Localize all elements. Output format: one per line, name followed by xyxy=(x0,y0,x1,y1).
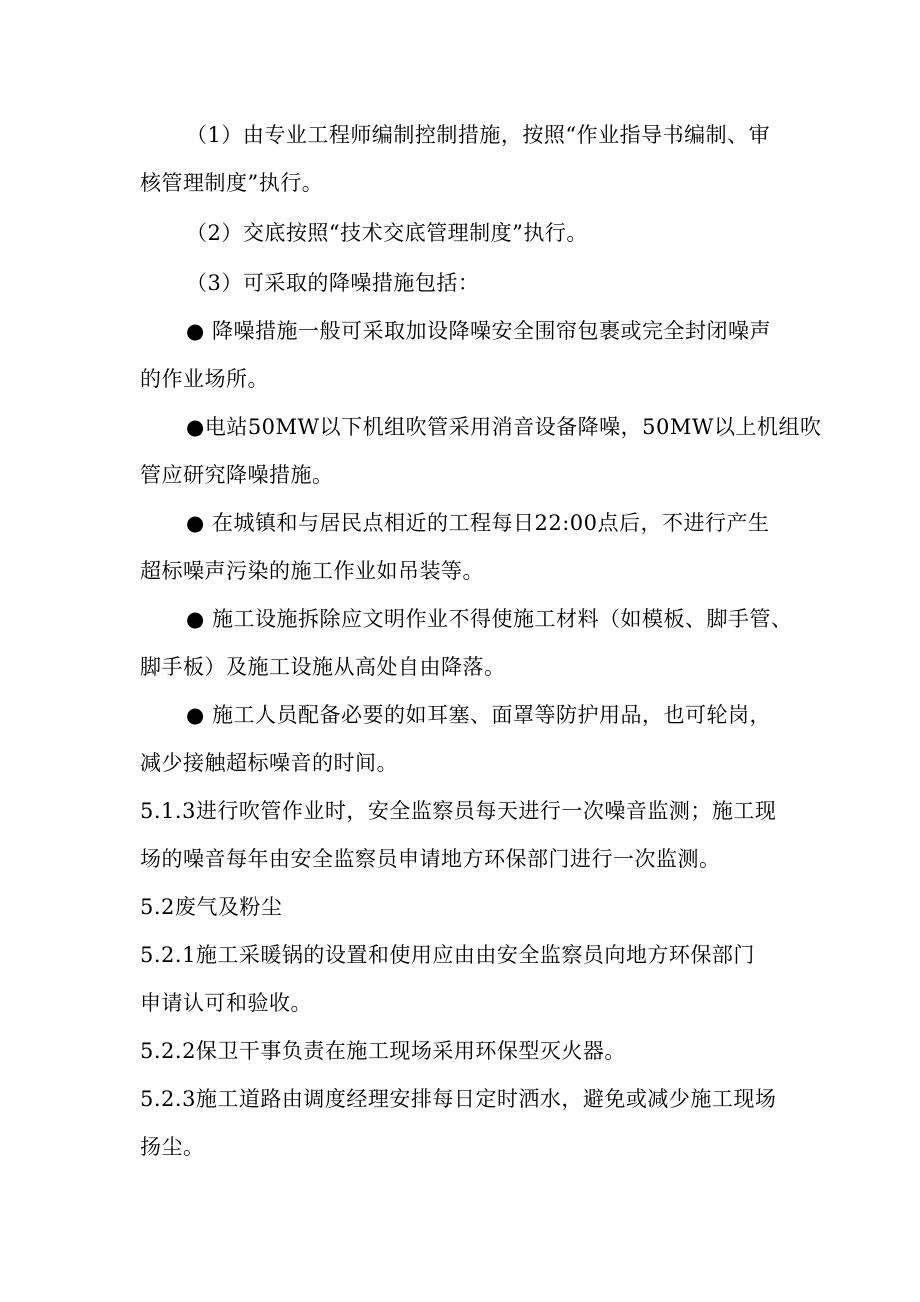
paragraph-line-4: （3）可采取的降噪措施包括： xyxy=(186,271,480,295)
section-line-1: 5.1.3进行吹管作业时，安全监察员每天进行一次噪音监测；施工现 xyxy=(140,799,777,823)
bullet-line-9: ● 施工人员配备必要的如耳塞、面罩等防护用品，也可轮岗， xyxy=(186,703,771,727)
bullet-line-4: 管应研究降噪措施。 xyxy=(140,463,334,487)
bullet-line-2: 的作业场所。 xyxy=(140,367,269,391)
section-line-3: 5.2.1施工采暖锅的设置和使用应由由安全监察员向地方环保部门 xyxy=(140,943,755,967)
paragraph-line-3: （2）交底按照“技术交底管理制度”执行。 xyxy=(186,221,588,245)
bullet-line-8: 脚手板）及施工设施从高处自由降落。 xyxy=(140,655,506,679)
bullet-line-6: 超标噪声污染的施工作业如吊装等。 xyxy=(140,559,484,583)
section-line-5: 5.2.2保卫干事负责在施工现场采用环保型灭火器。 xyxy=(140,1039,626,1063)
section-line-6: 5.2.3施工道路由调度经理安排每日定时洒水，避免或减少施工现场 xyxy=(140,1087,777,1111)
bullet-line-7: ● 施工设施拆除应文明作业不得使施工材料（如模板、脚手管、 xyxy=(186,607,793,631)
bullet-line-1: ● 降噪措施一般可采取加设降噪安全围帘包裹或完全封闭噪声 xyxy=(186,319,771,343)
paragraph-line-2: 核管理制度”执行。 xyxy=(140,171,324,195)
bullet-line-3: ●电站50MW以下机组吹管采用消音设备降噪，50MW以上机组吹 xyxy=(186,415,822,439)
section-line-7: 扬尘。 xyxy=(140,1135,205,1159)
section-line-2: 场的噪音每年由安全监察员申请地方环保部门进行一次监测。 xyxy=(140,847,721,871)
bullet-line-5: ● 在城镇和与居民点相近的工程每日22:00点后，不进行产生 xyxy=(186,511,770,535)
section-line-4: 申请认可和验收。 xyxy=(140,991,312,1015)
section-heading-5-2: 5.2废气及粉尘 xyxy=(140,895,283,919)
bullet-line-10: 减少接触超标噪音的时间。 xyxy=(140,751,398,775)
paragraph-line-1: （1）由专业工程师编制控制措施，按照“作业指导书编制、审 xyxy=(186,123,771,147)
